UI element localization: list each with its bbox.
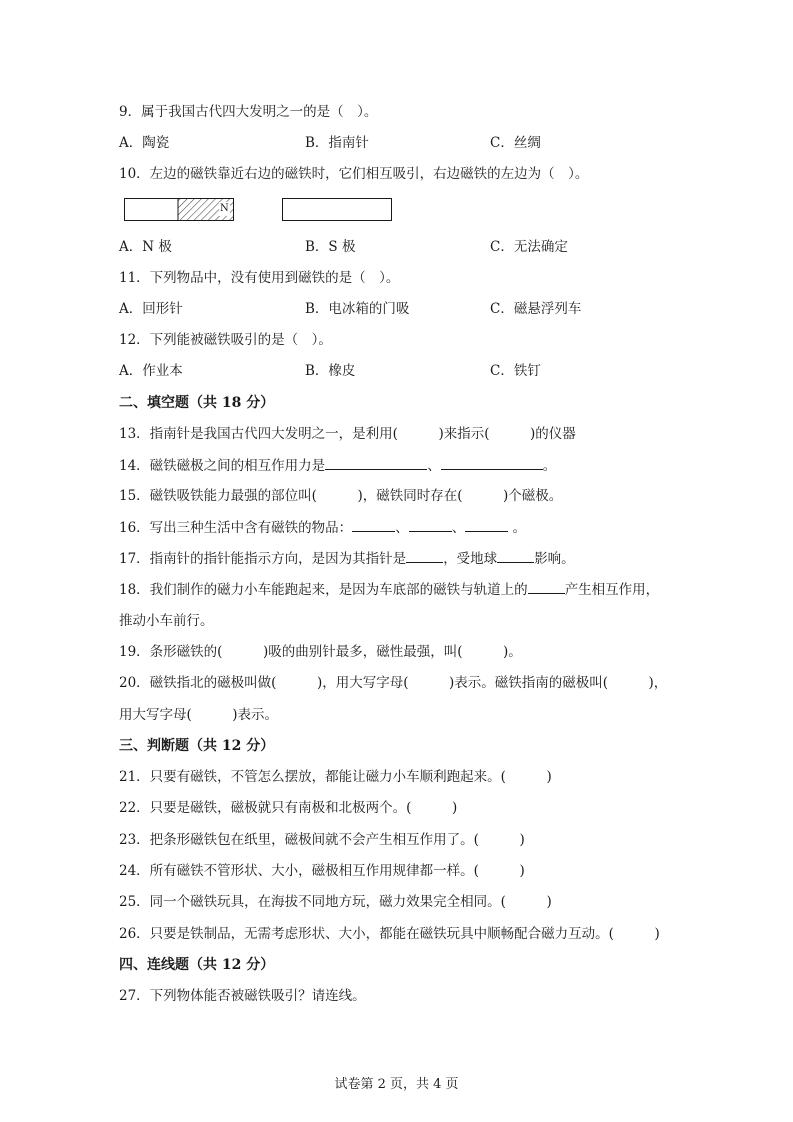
question-25: 25．同一个磁铁玩具，在海拔不同地方玩，磁力效果完全相同。( ) [119, 894, 552, 910]
question-23: 23．把条形磁铁包在纸里，磁极间就不会产生相互作用了。( ) [119, 832, 525, 848]
question-17-text: ，受地球 [443, 551, 498, 567]
period: 。 [508, 520, 526, 536]
question-16-text: 16．写出三种生活中含有磁铁的物品： [119, 520, 353, 536]
answer-blank[interactable] [409, 517, 452, 532]
answer-blank[interactable] [441, 455, 543, 470]
answer-blank[interactable] [352, 517, 395, 532]
left-magnet-hatch [124, 198, 234, 221]
question-20-cont: 用大写字母( )表示。 [119, 707, 279, 723]
question-17-text: 影响。 [534, 551, 575, 567]
question-17-text: 17．指南针的指针能指示方向，是因为其指针是 [119, 551, 407, 567]
separator: 、 [451, 520, 466, 536]
page-footer: 试卷第 2 页，共 4 页 [334, 1077, 459, 1092]
question-9: 9．属于我国古代四大发明之一的是（ ）。 [119, 104, 378, 120]
answer-blank[interactable] [497, 548, 534, 563]
question-18 [119, 579, 693, 600]
question-9-options [119, 133, 719, 153]
option-b: B．指南针 [305, 135, 369, 151]
question-24: 24．所有磁铁不管形状、大小，磁极相互作用规律都一样。( ) [119, 863, 525, 879]
option-c: C．磁悬浮列车 [490, 301, 582, 317]
section-title-true-false: 三、判断题（共 12 分） [119, 738, 275, 754]
option-a: A．回形针 [119, 301, 183, 317]
separator: 、 [427, 458, 441, 474]
question-13: 13．指南针是我国古代四大发明之一，是利用( )来指示( )的仪器 [119, 426, 576, 442]
question-27: 27．下列物体能否被磁铁吸引？请连线。 [119, 988, 366, 1004]
right-magnet [282, 198, 392, 221]
question-15: 15．磁铁吸铁能力最强的部位叫( )，磁铁同时存在( )个磁极。 [119, 488, 563, 504]
question-26: 26．只要是铁制品，无需考虑形状、大小，都能在磁铁玩具中顺畅配合磁力互动。( ) [119, 926, 660, 942]
option-c: C．无法确定 [490, 239, 568, 255]
question-16 [119, 517, 693, 538]
option-b: B．S 极 [305, 239, 356, 255]
question-10-options [119, 237, 719, 257]
section-title-fill-blank: 二、填空题（共 18 分） [119, 395, 275, 411]
separator: 、 [395, 520, 409, 536]
question-20: 20．磁铁指北的磁极叫做( )，用大写字母( )表示。磁铁指南的磁极叫( )， [119, 675, 668, 691]
option-a: A．N 极 [119, 239, 172, 255]
answer-blank[interactable] [406, 548, 443, 563]
question-12: 12．下列能被磁铁吸引的是（ ）。 [119, 332, 332, 348]
question-17 [119, 548, 693, 569]
option-b: B．橡皮 [305, 363, 356, 379]
question-21: 21．只要有磁铁，不管怎么摆放，都能让磁力小车顺利跑起来。( ) [119, 769, 552, 785]
question-19: 19．条形磁铁的( )吸的曲别针最多，磁性最强，叫( )。 [119, 644, 522, 660]
question-14 [119, 455, 693, 476]
question-14-text: 14．磁铁磁极之间的相互作用力是 [119, 458, 326, 474]
answer-blank[interactable] [465, 517, 508, 532]
question-12-options [119, 361, 719, 381]
question-10: 10．左边的磁铁靠近右边的磁铁时，它们相互吸引，右边磁铁的左边为（ ）。 [119, 166, 589, 182]
question-11-options [119, 299, 719, 319]
section-title-matching: 四、连线题（共 12 分） [119, 957, 275, 973]
question-18-text: 18．我们制作的磁力小车能跑起来，是因为车底部的磁铁与轨道上的 [119, 582, 528, 598]
question-22: 22．只要是磁铁，磁极就只有南极和北极两个。( ) [119, 800, 458, 816]
option-c: C．铁钉 [490, 363, 541, 379]
question-18-text: 产生相互作用， [564, 582, 660, 598]
option-a: A．作业本 [119, 363, 183, 379]
option-a: A．陶瓷 [119, 135, 170, 151]
option-c: C．丝绸 [490, 135, 541, 151]
answer-blank[interactable] [325, 455, 427, 470]
magnet-n-label: N [220, 203, 229, 214]
left-magnet [124, 198, 234, 221]
period: 。 [542, 458, 557, 474]
answer-blank[interactable] [528, 579, 565, 594]
question-11: 11．下列物品中，没有使用到磁铁的是（ ）。 [119, 270, 400, 286]
option-b: B．电冰箱的门吸 [305, 301, 410, 317]
question-18-cont: 推动小车前行。 [119, 613, 214, 629]
